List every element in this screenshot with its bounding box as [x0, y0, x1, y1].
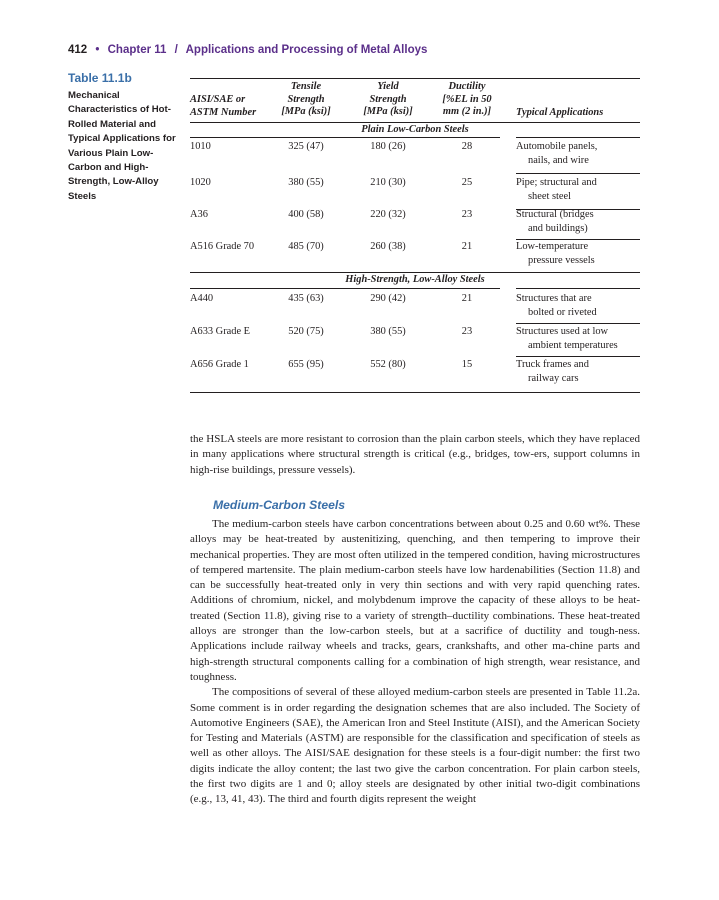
cell-designation: A656 Grade 1 [190, 359, 249, 370]
cell-application: Low-temperature pressure vessels [516, 241, 595, 266]
section-rule [190, 288, 500, 289]
cell-yield: 552 (80) [370, 359, 406, 370]
cell-ductility: 23 [461, 209, 473, 220]
paragraph-hsla: the HSLA steels are more resistant to corrosion than the plain carbon steels, which they have replaced in many applications where structural strength is critical (e.g., bridges, tow-ers, support columns in high-rise buildings, pressure vessels). [190, 433, 640, 476]
section-title-hsla: High-Strength, Low-Alloy Steels [345, 274, 485, 285]
cell-designation: A36 [190, 209, 208, 220]
cell-designation: 1010 [190, 141, 211, 152]
table-caption [68, 71, 178, 204]
table-label: Table 11.1b [68, 71, 132, 85]
cell-designation: A440 [190, 293, 214, 304]
cell-ductility: 21 [461, 241, 473, 252]
cell-tensile: 485 (70) [288, 241, 324, 252]
section-heading-medium-carbon: Medium-Carbon Steels [213, 498, 346, 512]
cell-ductility: 28 [461, 141, 473, 152]
app-row-rule [516, 173, 640, 174]
cell-yield: 210 (30) [370, 177, 406, 188]
app-row-rule [516, 356, 640, 357]
section-title-plain-low-carbon: Plain Low-Carbon Steels [361, 124, 469, 135]
chapter-label: Chapter 11 [107, 44, 167, 56]
cell-application: Structures used at low ambient temperatures [516, 326, 618, 351]
running-header [68, 44, 668, 56]
paragraph-medium-carbon-2: The compositions of several of these alloyed medium-carbon steels are presented in Table 11.2a. Some comment is in order regarding the designation schemes that are also included. The Society of Automotive Engineers (SAE), the American Iron and Steel Institute (AISI), and the American Society for Testing and Materials (ASTM) are responsible for the classification and specification of steels as well as other alloys. The AISI/SAE designation for these steels is a four-digit number: the first two digits indicate the alloy content; the last two give the carbon concentration. For plain carbon steels, the first two digits are 1 and 0; alloy steels are designated by other initial two-digit combinations (e.g., 13, 41, 43). The third and fourth digits represent the weight [190, 686, 640, 806]
cell-ductility: 23 [461, 326, 473, 337]
header-applications: Typical Applications [516, 107, 604, 118]
cell-tensile: 380 (55) [288, 177, 324, 188]
app-row-rule [516, 323, 640, 324]
page-number: 412 [68, 44, 88, 56]
table-bottom-rule [190, 392, 640, 393]
cell-tensile: 325 (47) [288, 141, 324, 152]
cell-tensile: 520 (75) [288, 326, 324, 337]
cell-yield: 180 (26) [370, 141, 406, 152]
paragraph-medium-carbon [190, 517, 640, 808]
cell-application: Truck frames and railway cars [516, 359, 589, 384]
table-top-rule [190, 78, 640, 79]
cell-ductility: 25 [461, 177, 473, 188]
section-rule [190, 137, 500, 138]
cell-application: Pipe; structural and sheet steel [516, 177, 597, 202]
header-designation: AISI/SAE or ASTM Number [190, 94, 257, 118]
cell-ductility: 21 [461, 293, 473, 304]
table-caption-text: Mechanical Characteristics of Hot-Rolled Material and Typical Applications for Various Plain Low-Carbon and High-Strength, Low-Alloy Steels [68, 90, 176, 202]
header-bullet: • [95, 44, 100, 56]
cell-tensile: 655 (95) [288, 359, 324, 370]
cell-tensile: 400 (58) [288, 209, 324, 220]
header-yield: Yield Strength [MPa (ksi)] [363, 81, 413, 118]
paragraph-medium-carbon-1: The medium-carbon steels have carbon concentrations between about 0.25 and 0.60 wt%. These alloys may be heat-treated by austenitizing, quenching, and then tempering to improve their mechanical properties. They are most often utilized in the tempered condition, having microstructures of tempered martensite. The plain medium-carbon steels have low hardenabilities (Section 11.8) and can be successfully heat-treated only in very thin sections and with very rapid quenching rates. Additions of chromium, nickel, and molybdenum improve the capacity of these alloys to be heat-treated (Section 11.8), giving rise to a variety of strength–ductility combinations. These heat-treated alloys are stronger than the low-carbon steels, but at a sacrifice of ductility and tough-ness. Applications include railway wheels and tracks, gears, crankshafts, and other ma-chine parts and high-strength structural components calling for a combination of high strength, wear resistance, and toughness. [190, 518, 640, 683]
section-rule [516, 288, 640, 289]
header-ductility: Ductility [%EL in 50 mm (2 in.)] [442, 81, 492, 118]
header-divider: / [174, 44, 178, 56]
cell-yield: 380 (55) [370, 326, 406, 337]
chapter-title: Applications and Processing of Metal Alloys [185, 44, 428, 56]
cell-designation: A633 Grade E [190, 326, 251, 337]
cell-tensile: 435 (63) [288, 293, 324, 304]
header-tensile: Tensile Strength [MPa (ksi)] [281, 81, 331, 118]
cell-yield: 290 (42) [370, 293, 406, 304]
cell-designation: 1020 [190, 177, 211, 188]
cell-ductility: 15 [461, 359, 473, 370]
cell-application: Structures that are bolted or riveted [516, 293, 597, 318]
section-rule [516, 137, 640, 138]
cell-application: Structural (bridges and buildings) [516, 209, 594, 234]
header-bottom-rule [190, 122, 640, 123]
cell-yield: 260 (38) [370, 241, 406, 252]
section-divider-rule [190, 272, 640, 273]
cell-application: Automobile panels, nails, and wire [516, 141, 598, 166]
cell-yield: 220 (32) [370, 209, 406, 220]
cell-designation: A516 Grade 70 [190, 241, 255, 252]
